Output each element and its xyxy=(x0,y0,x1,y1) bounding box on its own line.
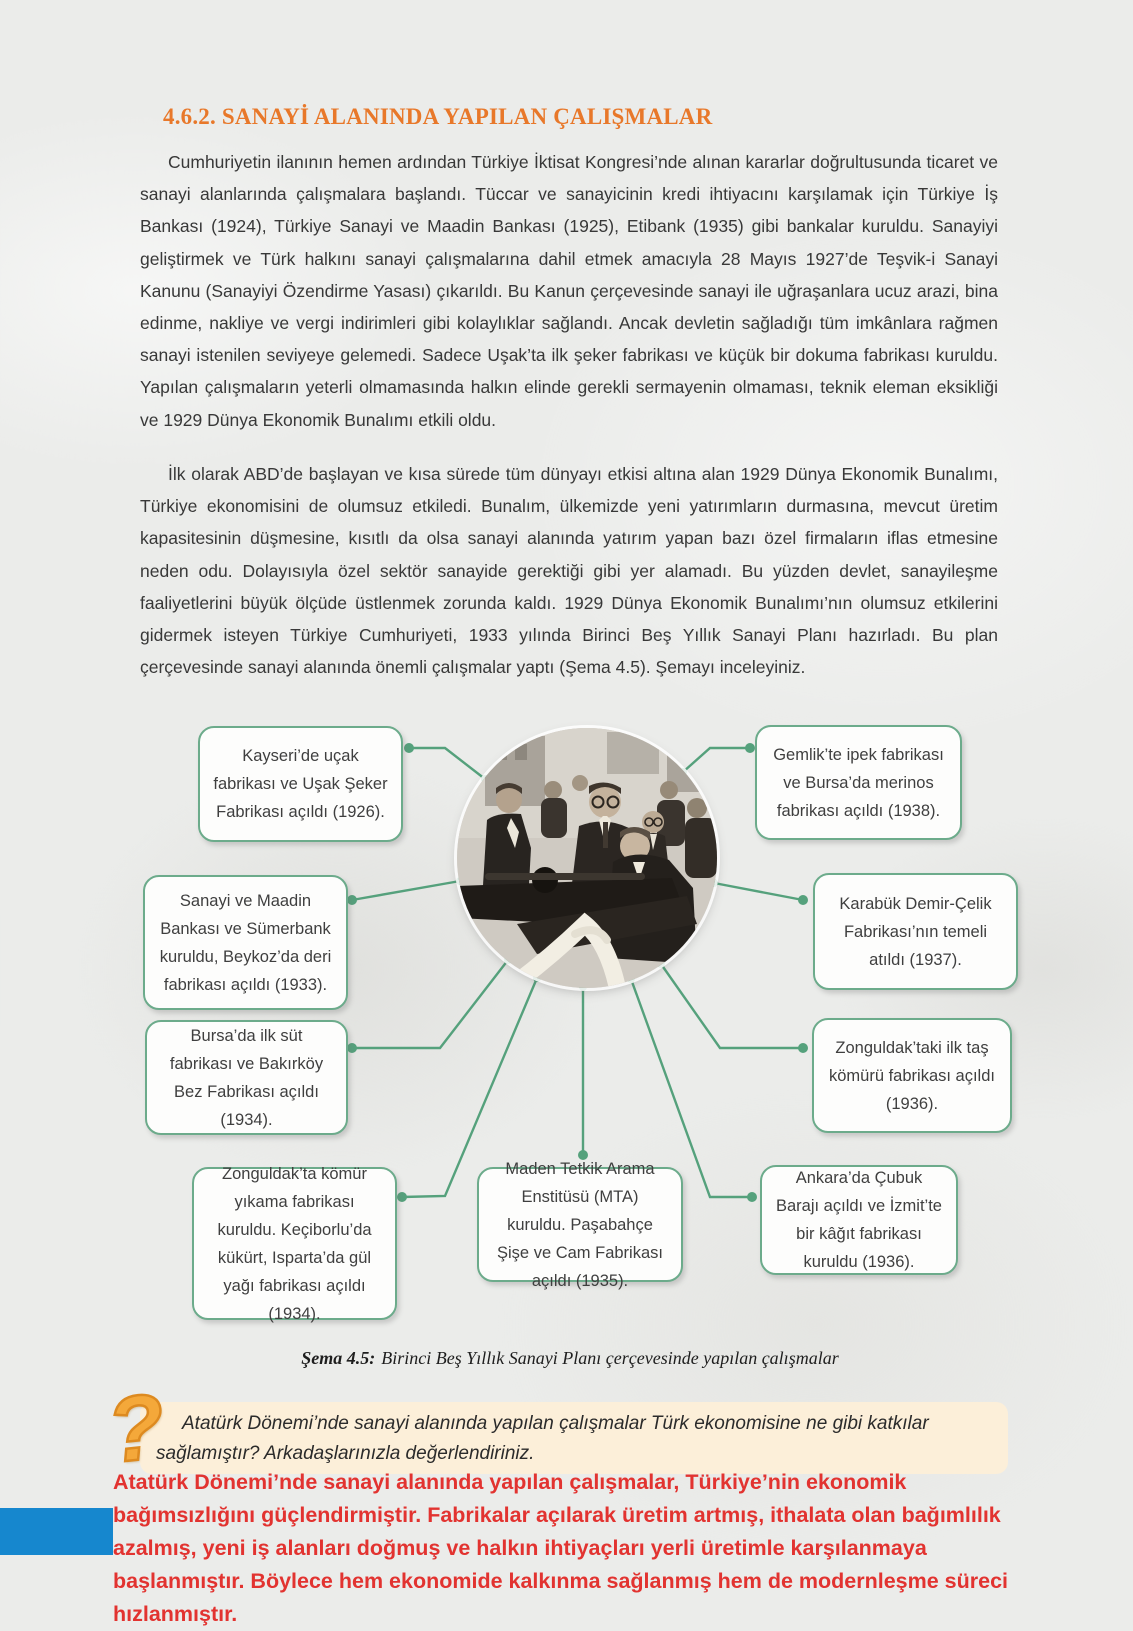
diagram-box-karabuk xyxy=(813,873,1018,990)
diagram-box-text: Karabük Demir-Çelik Fabrikası’nın temeli atıldı (1937). xyxy=(839,894,992,969)
photo-illustration xyxy=(457,728,717,988)
diagram-box-gemlik-bursa xyxy=(755,725,962,840)
diagram-box-zonguldak-taskomuru xyxy=(812,1018,1012,1133)
paragraph-1: Cumhuriyetin ilanının hemen ardından Türkiye İktisat Kongresi’nde alınan kararlar doğrultusunda ticaret ve sanayi alanlarında çalışmalara başlandı. Tüccar ve sanayicinin kredi ihtiyacını karşılamak için Türkiye İş Bankası (1924), Türkiye Sanayi ve Maadin Bankası (1925), Etibank (1935) gibi bankalar kuruldu. Sanayiyi geliştirmek ve Türk halkını sanayi çalışmalarına dahil etmek amacıyla 28 Mayıs 1927’de Teşvik-i Sanayi Kanunu (Sanayiyi Özendirme Yasası) çıkarıldı. Bu Kanun çerçevesinde sanayi ile uğraşanlara ucuz arazi, bina edinme, nakliye ve vergi indirimleri gibi kolaylıklar sağlandı. Ancak devletin sağladığı tüm imkânlara rağmen sanayi istenilen seviyeye gelemedi. Sadece Uşak’ta ilk şeker fabrikası ve küçük bir dokuma fabrikası kuruldu. Yapılan çalışmaların yeterli olmamasında halkın elinde gerekli sermayenin olmaması, teknik eleman eksikliği ve 1929 Dünya Ekonomik Bunalımı etkili oldu. xyxy=(140,152,998,430)
diagram-box-text: Sanayi ve Maadin Bankası ve Sümerbank kuruldu, Beykoz’da deri fabrikası açıldı (1933). xyxy=(159,891,332,994)
diagram-box-sumerbank-beykoz xyxy=(143,875,348,1010)
diagram-box-mta-pasabahce xyxy=(477,1159,683,1290)
diagram-box-text: Kayseri’de uçak fabrikası ve Uşak Şeker Fabrikası açıldı (1926). xyxy=(213,747,388,821)
diagram-box-text: Zonguldak’taki ilk taş kömürü fabrikası açıldı (1936). xyxy=(829,1038,995,1113)
central-photo-ataturk-factory xyxy=(457,728,717,988)
diagram-box-text: Zonguldak’ta kömür yıkama fabrikası kuruldu. Keçiborlu’da kükürt, Isparta’da gül yağı fabrikası açıldı (1934). xyxy=(217,1164,372,1323)
paragraph-2: İlk olarak ABD’de başlayan ve kısa sürede tüm dünyayı etkisi altına alan 1929 Dünya Ekonomik Bunalımı, Türkiye ekonomisini de olumsuz etkiledi. Bunalım, ülkemizde yeni yatırımların durmasına, mevcut üretim kapasitesinin düşmesine, kısıtlı da olsa sanayi alanında yatırım yapan bazı özel firmaların iflas etmesine neden odu. Dolayısıyla özel sektör sanayide gerektiği gibi yer alamadı. Bu yüzden devlet, sanayileşme faaliyetlerini büyük ölçüde üstlenmek zorunda kaldı. 1929 Dünya Ekonomik Bunalımı’nın olumsuz etkilerini gidermek isteyen Türkiye Cumhuriyeti, 1933 yılında Birinci Beş Yıllık Sanayi Planı hazırladı. Bu plan çerçevesinde sanayi alanında önemli çalışmalar yaptı (Şema 4.5). Şemayı inceleyiniz. xyxy=(140,464,998,678)
answer-text: Atatürk Dönemi’nde sanayi alanında yapılan çalışmalar, Türkiye’nin ekonomik bağımsızlığını güçlendirmiştir. Fabrikalar açılarak üretim artmış, ithalata olan bağımlılık azalmış, yeni iş alanları doğmuş ve halkın ihtiyaçları yerli üretimle karşılanmaya başlanmıştır. Böylece hem ekonomide kalkınma sağlanmış hem de modernleşme süreci hızlanmıştır. xyxy=(113,1470,1009,1626)
diagram-box-text: Bursa’da ilk süt fabrikası ve Bakırköy Bez Fabrikası açıldı (1934). xyxy=(169,1026,324,1129)
diagram-box-text: Ankara’da Çubuk Barajı açıldı ve İzmit’te bir kâğıt fabrikası kuruldu (1936). xyxy=(776,1169,942,1271)
question-text: Atatürk Dönemi’nde sanayi alanında yapılan çalışmalar Türk ekonomisine ne gibi katkılar sağlamıştır? Arkadaşlarınızla değerlendiriniz. xyxy=(156,1413,929,1464)
diagram-box-cubuk-izmit xyxy=(760,1165,958,1275)
blue-page-marker xyxy=(0,1508,113,1555)
diagram-box-text: Maden Tetkik Arama Enstitüsü (MTA) kuruldu. Paşabahçe Şişe ve Cam Fabrikası açıldı (1935). xyxy=(497,1159,663,1290)
diagram-box-text: Gemlik’te ipek fabrikası ve Bursa’da merinos fabrikası açıldı (1938). xyxy=(773,745,944,820)
question-box xyxy=(140,1402,1008,1474)
diagram-box-bursa-bakirkoy xyxy=(145,1020,348,1135)
diagram-box-kayseri-usak xyxy=(198,726,403,842)
caption-text: Birinci Beş Yıllık Sanayi Planı çerçevesinde yapılan çalışmalar xyxy=(381,1348,839,1368)
section-heading: 4.6.2. SANAYİ ALANINDA YAPILAN ÇALIŞMALAR xyxy=(163,104,713,129)
caption-label: Şema 4.5: xyxy=(301,1348,376,1368)
question-mark-icon: ? xyxy=(102,1375,170,1483)
diagram-box-zonguldak-keciborlu-isparta xyxy=(192,1164,397,1323)
figure-caption xyxy=(140,1348,1000,1369)
